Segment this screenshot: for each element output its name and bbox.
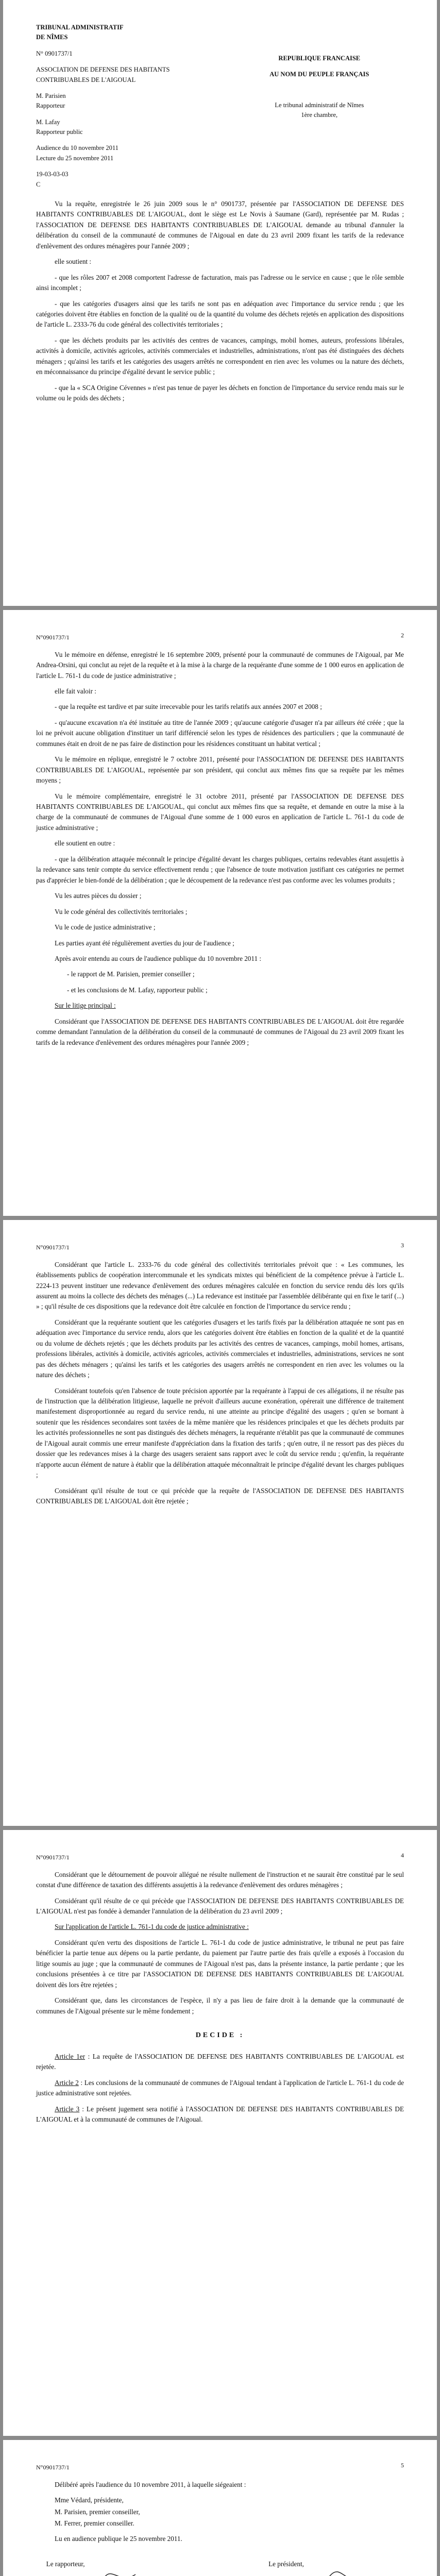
- signature-role: Le président,: [268, 2560, 304, 2568]
- paragraph: - qu'aucune excavation n'a été instituée au titre de l'année 2009 ; qu'aucune catégorie d'usager n'a par ailleurs été créée ; que la loi ne prévoit aucune obligation d'instituer un tarif différencié selon les types de résidences des particuliers ; que la communauté de communes était en droit de ne pas faire de distinction pour les résidences constituant un habitat vertical ;: [36, 718, 404, 748]
- paragraph: elle soutient :: [55, 258, 92, 266]
- paragraph: Considérant qu'il résulte de tout ce qui précède que la requête de l'ASSOCIATION DE DEFENSE DES HABITANTS CONTRIBUABLES DE L'AIGOUAL doit être rejetée ;: [36, 1486, 404, 1505]
- paragraph: Considérant que la requérante soutient que les catégories d'usagers et les tarifs fixés par la délibération attaquée ne sont pas en adéquation avec l'importance du service rendu, alors que les catégories doivent être établies en fonction de la qualité et de la quantité ou du volume de déchets rejetés ; que les déchets produits par les activités des centres de vacances, campings, mobil homes, artisans, professions libérales, activités à domicile, activités agricoles, activités commerciales et industrielles, administrations, services ne sont pas des déchets ménagers ; qu'ainsi les tarifs et les catégories des usagers arrêtés ne correspondent en rien avec les volumes ou la nature des déchets ;: [36, 1318, 404, 1379]
- visa-line: - le rapport de M. Parisien, premier conseiller ;: [67, 970, 195, 978]
- section-heading: Sur le litige principal :: [55, 1002, 116, 1010]
- decide-heading: DECIDE :: [195, 2031, 245, 2040]
- paragraph: Considérant que l'ASSOCIATION DE DEFENSE DES HABITANTS CONTRIBUABLES DE L'AIGOUAL doit être regardée comme demandant l'annulation de la délibération du conseil de la communauté de communes de l'Aigoual du 23 avril 2009 fixant les tarifs de la redevance d'enlèvement des ordures ménagères pour l'année 2009 ;: [36, 1017, 404, 1046]
- visa-line: Vu le code de justice administrative ;: [55, 923, 156, 931]
- signature-role: Le rapporteur,: [46, 2560, 85, 2568]
- judge-role: Rapporteur: [36, 102, 65, 110]
- member-line: Mme Védard, présidente,: [55, 2496, 124, 2504]
- case-number: N°0901737/1: [36, 634, 70, 641]
- signature-block: [36, 2559, 404, 2576]
- paragraph: - que la requête est tardive et par suite irrecevable pour les tarifs relatifs aux années 2007 et 2008 ;: [55, 703, 322, 711]
- article-label: Article 1er: [55, 2052, 86, 2060]
- article-2: [36, 2078, 404, 2099]
- party-name: ASSOCIATION DE DEFENSE DES HABITANTS CONTRIBUABLES DE L'AIGOUAL: [36, 66, 170, 83]
- paragraph: elle soutient en outre :: [55, 839, 115, 848]
- paragraph: Considérant que le détournement de pouvoir allégué ne résulte nullement de l'instruction et ne saurait être constitué par le seul constat d'une différence de taxation des différents assujettis à la redevance d'enlèvement des ordures ménagères ;: [36, 1870, 404, 1889]
- member-line: M. Ferrer, premier conseiller.: [55, 2519, 134, 2527]
- people-title: AU NOM DU PEUPLE FRANÇAIS: [269, 71, 369, 78]
- court-name: TRIBUNAL ADMINISTRATIF: [36, 24, 124, 31]
- president-signature: [257, 2559, 404, 2576]
- paragraph: Considérant qu'en vertu des dispositions de l'article L. 761-1 du code de justice administrative, le tribunal ne peut pas faire bénéficier la partie tenue aux dépens ou la partie perdante, du paiement par l'autre partie des frais qu'elle a exposés à l'occasion du litige soumis au juge ; que la communauté de communes de l'Aigoual n'est pas, dans la présente instance, la partie perdante ; que les conclusions présentées à ce titre par l'ASSOCIATION DE DEFENSE DES HABITANTS CONTRIBUABLES DE L'AIGOUAL doivent dès lors être rejetées ;: [36, 1938, 404, 1989]
- paragraph: Considérant que l'article L. 2333-76 du code général des collectivités territoriales prévoit que : « Les communes, les établissements publics de coopération intercommunale et les syndicats mixtes qui bénéficient de la compétence prévue à l'article L. 2224-13 peuvent instituer une redevance d'enlèvement des ordures ménagères calculée en fonction du service rendu dès lors qu'ils assurent au moins la collecte des déchets des ménages (...) La redevance est instituée par l'assemblée délibérante qui en fixe le tarif (...) » ; qu'il résulte de ces dispositions que la redevance doit être calculée en fonction de l'importance du service rendu ;: [36, 1260, 404, 1311]
- visa-line: Vu les autres pièces du dossier ;: [55, 892, 142, 900]
- section-heading: Sur l'application de l'article L. 761-1 du code de justice administrative :: [55, 1923, 249, 1931]
- header-block: [36, 23, 404, 196]
- member-line: M. Parisien, premier conseiller,: [55, 2507, 140, 2516]
- public-rep-name: M. Lafay: [36, 118, 60, 126]
- article-text: : Les conclusions de la communauté de communes de l'Aigoual tendant à l'application de l'article L. 761-1 du code de justice administrative sont rejetées.: [36, 2078, 404, 2097]
- case-number: N° 0901737/1: [36, 49, 73, 57]
- paragraph: Vu le mémoire complémentaire, enregistré le 31 octobre 2011, présenté par l'ASSOCIATION DE DEFENSE DES HABITANTS CONTRIBUABLES DE L'AIGOUAL, qui conclut aux mêmes fins que sa requête, et demande en outre la mise à la charge de la communauté de communes de l'Aigoual d'une somme de 1 000 euros en application de l'article L. 761-1 du code de justice administrative ;: [36, 792, 404, 832]
- page-3: [3, 1220, 437, 1826]
- signature-scribble: [299, 2569, 361, 2576]
- article-text: : La requête de l'ASSOCIATION DE DEFENSE DES HABITANTS CONTRIBUABLES DE L'AIGOUAL est rejetée.: [36, 2052, 404, 2071]
- public-rep-role: Rapporteur public: [36, 128, 83, 135]
- reading-date: Lecture du 25 novembre 2011: [36, 154, 114, 162]
- classification-code: 19-03-03-03: [36, 171, 69, 178]
- paragraph: Délibéré après l'audience du 10 novembre 2011, à laquelle siégeaient :: [55, 2480, 246, 2488]
- paragraph: Considérant qu'il résulte de ce qui précède que l'ASSOCIATION DE DEFENSE DES HABITANTS CONTRIBUABLES DE L'AIGOUAL n'est pas fondée à demander l'annulation de la délibération du 23 avril 2009 ;: [36, 1896, 404, 1915]
- case-number: N°0901737/1: [36, 1244, 70, 1251]
- paragraph: - que la « SCA Origine Cévennes » n'est pas tenue de payer les déchets en fonction de l'importance du service rendu mais sur le volume ou le poids des déchets ;: [36, 383, 404, 402]
- visa-line: Vu le code général des collectivités territoriales ;: [55, 907, 188, 916]
- paragraph: - que les catégories d'usagers ainsi que les tarifs ne sont pas en adéquation avec l'importance du service rendu ; que les catégories doivent être établies en fonction de la qualité ou de la quantité du volume des déchets rejetés en application des dispositions de l'article L. 2333-76 du code général des collectivités territoriales ;: [36, 299, 404, 329]
- article-3: [36, 2104, 404, 2125]
- page-number: 5: [401, 2462, 404, 2469]
- page-number: 2: [401, 632, 404, 639]
- classification-letter: C: [36, 180, 41, 188]
- paragraph: - que les déchets produits par les activités des centres de vacances, campings, mobil homes, auteurs, professions libérales, activités à domicile, activités agricoles, activités commerciales et industrielles, administrations, n'ont pas été distinguées des déchets ménagers ; qu'ainsi les tarifs et les catégories des usagers arrêtés ne correspondent en rien avec les volumes ou la nature des déchets, en méconnaissance du principe d'égalité devant le service public ;: [36, 336, 404, 376]
- paragraph: - que la délibération attaquée méconnaît le principe d'égalité devant les charges publiques, certains redevables étant assujettis à la redevance sans tenir compte du service effectivement rendu ; que l'absence de toute motivation justifiant ces catégories ne permet pas d'apprécier le bien-fondé de la délibération ; que le découpement de la redevance n'est pas conforme avec les volumes produits ;: [36, 855, 404, 884]
- article-1: [36, 2052, 404, 2073]
- paragraph: Vu la requête, enregistrée le 26 juin 2009 sous le n° 0901737, présentée par l'ASSOCIATION DE DEFENSE DES HABITANTS CONTRIBUABLES DE L'AIGOUAL, dont le siège est Le Novis à Saumane (Gard), représentée par M. Rudas ; l'ASSOCIATION DE DEFENSE DES HABITANTS CONTRIBUABLES DE L'AIGOUAL demande au tribunal d'annuler la délibération du conseil de la communauté de communes de l'Aigoual en date du 23 avril 2009 fixant les tarifs de la redevance d'enlèvement des ordures ménagères pour l'année 2009 ;: [36, 199, 404, 250]
- case-number: N°0901737/1: [36, 2464, 70, 2471]
- republic-title: REPUBLIQUE FRANCAISE: [278, 55, 361, 62]
- page-number: 4: [401, 1852, 404, 1859]
- court-city: DE NÎMES: [36, 33, 68, 41]
- paragraph: Considérant que, dans les circonstances de l'espèce, il n'y a pas lieu de faire droit à la demande que la communauté de communes de l'Aigoual présente sur le même fondement ;: [36, 1996, 404, 2015]
- case-number: N°0901737/1: [36, 1854, 70, 1861]
- article-text: : Le présent jugement sera notifié à l'ASSOCIATION DE DEFENSE DES HABITANTS CONTRIBUABLES DE L'AIGOUAL et à la communauté de communes de l'Aigoual.: [36, 2105, 404, 2123]
- visa-line: - et les conclusions de M. Lafay, rapporteur public ;: [67, 986, 208, 994]
- rapporteur-signature: [36, 2559, 183, 2576]
- chamber-line: 1ère chambre,: [301, 111, 338, 119]
- page-4: [3, 1830, 437, 2436]
- page-2: [3, 610, 437, 1216]
- paragraph: Vu le mémoire en réplique, enregistré le 7 octobre 2011, présenté pour l'ASSOCIATION DE DEFENSE DES HABITANTS CONTRIBUABLES DE L'AIGOUAL, représentée par son président, qui conclut aux mêmes fins que sa requête par les mêmes moyens ;: [36, 755, 404, 785]
- paragraph: - que les rôles 2007 et 2008 comportent l'adresse de facturation, mais pas l'adresse ou le service en cause ; que le rôle semble ainsi incomplet ;: [36, 273, 404, 292]
- visa-line: Les parties ayant été régulièrement averties du jour de l'audience ;: [55, 939, 234, 947]
- tribunal-line: Le tribunal administratif de Nîmes: [275, 101, 364, 109]
- page-number: 3: [401, 1242, 404, 1249]
- page-5: [3, 2440, 437, 2576]
- visa-line: Après avoir entendu au cours de l'audience publique du 10 novembre 2011 :: [55, 955, 262, 963]
- paragraph: Considérant toutefois qu'en l'absence de toute précision apportée par la requérante à l'appui de ces allégations, il ne résulte pas de l'instruction que la délibération litigieuse, laquelle ne prévoit d'ailleurs aucune exonération, opérerait une différence de traitement manifestement disproportionnée au regard du service rendu, ni une atteinte au principe d'égalité des usagers ; qu'en se bornant à soutenir que les résidences secondaires sont taxées de la même manière que les résidences principales et que les déchets produits par les activités professionnelles ne sont pas distingués des déchets ménagers, la requérante n'établit pas que la communauté de communes de l'Aigoual aurait commis une erreur manifeste d'appréciation dans la fixation des tarifs ; qu'en outre, il ne ressort pas des pièces du dossier que les redevances mises à la charge des usagers seraient sans rapport avec le coût du service rendu ; qu'enfin, la requérante n'apporte aucun élément de nature à établir que la délibération attaquée méconnaîtrait le principe d'égalité devant les charges publiques ;: [36, 1386, 404, 1479]
- judge-name: M. Parisien: [36, 92, 66, 99]
- article-label: Article 2: [55, 2078, 79, 2087]
- article-label: Article 3: [55, 2105, 80, 2113]
- paragraph: Vu le mémoire en défense, enregistré le 16 septembre 2009, présenté pour la communauté de communes de l'Aigoual, par Me Andrea-Orsini, qui conclut au rejet de la requête et à la mise à la charge de la requérante d'une somme de 1 000 euros en application de l'article L. 761-1 du code de justice administrative ;: [36, 650, 404, 680]
- paragraph: Lu en audience publique le 25 novembre 2011.: [55, 2535, 182, 2543]
- paragraph: elle fait valoir :: [55, 687, 96, 695]
- page-1: [3, 0, 437, 606]
- hearing-date: Audience du 10 novembre 2011: [36, 144, 119, 152]
- signature-scribble: [79, 2569, 141, 2576]
